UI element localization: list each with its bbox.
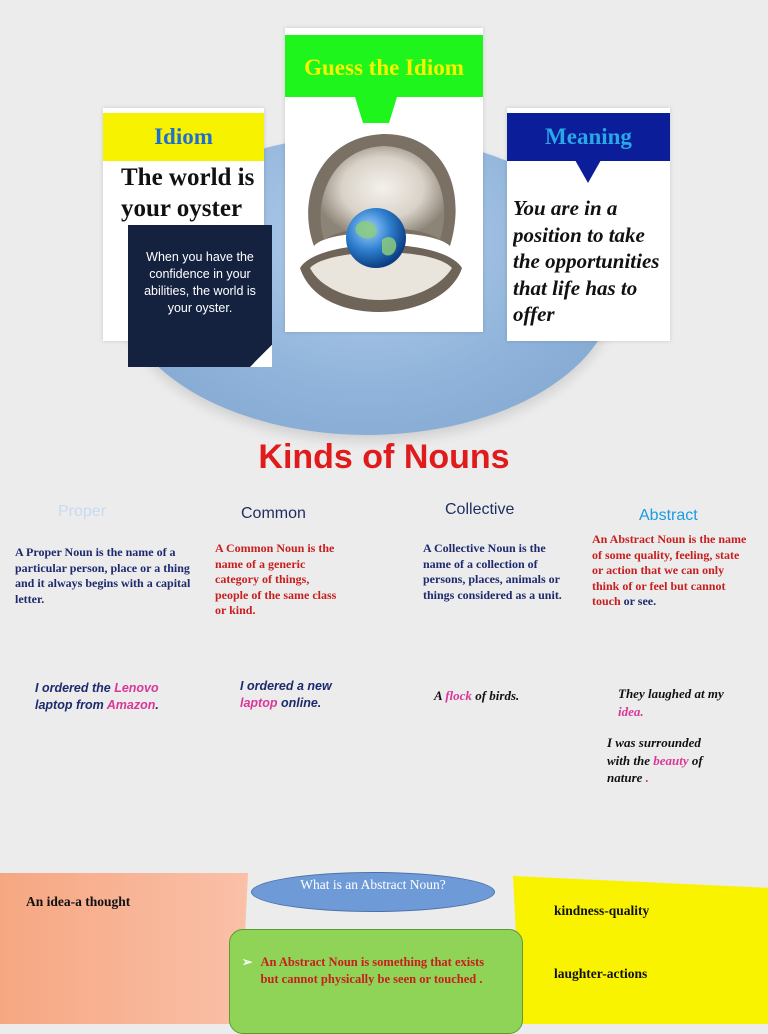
laughter-label: laughter-actions xyxy=(554,966,648,981)
section-title: Kinds of Nouns xyxy=(258,438,510,476)
question-bubble: What is an Abstract Noun? xyxy=(251,872,495,912)
proper-header: Proper xyxy=(58,503,107,520)
meaning-pointer-icon xyxy=(575,160,601,184)
abstract-example-idea: They laughed at my idea. xyxy=(618,686,724,719)
idiom-text: The world is your oyster xyxy=(121,164,255,222)
idea-label: An idea-a thought xyxy=(26,894,131,909)
collective-example: A flock of birds. xyxy=(434,688,520,703)
proper-example: I ordered the Lenovo laptop from Amazon. xyxy=(35,681,159,712)
guess-title: Guess the Idiom xyxy=(285,35,483,97)
meaning-text: You are in a position to take the opportunities that life has to offer xyxy=(513,196,660,327)
abstract-example-beauty: I was surrounded with the beauty of nature . xyxy=(607,735,703,785)
answer-text: An Abstract Noun is something that exists but cannot physically be seen or touched . xyxy=(260,955,485,986)
kindness-label: kindness-quality xyxy=(554,903,650,918)
collective-header: Collective xyxy=(445,501,515,518)
common-header: Common xyxy=(241,505,306,522)
answer-box xyxy=(229,929,523,1034)
meaning-header: Meaning xyxy=(507,113,670,161)
note-fold-corner xyxy=(250,345,272,367)
common-example: I ordered a new laptop online. xyxy=(240,679,332,710)
oyster-globe-image xyxy=(292,128,468,316)
bullet-arrow-icon: ➢ xyxy=(242,955,253,969)
collective-definition: A Collective Noun is the name of a collection of persons, places, animals or things considered as a unit. xyxy=(423,541,562,602)
idiom-header: Idiom xyxy=(103,113,264,161)
common-definition: A Common Noun is the name of a generic category of things, people of the same class or kind. xyxy=(215,541,337,617)
examples-card xyxy=(513,876,768,1024)
explanation-note: When you have the confidence in your abilities, the world is your oyster. xyxy=(128,225,272,367)
abstract-definition: An Abstract Noun is the name of some quality, feeling, state or action that we can only think of or feel but cannot touch or see. xyxy=(592,532,747,608)
abstract-header: Abstract xyxy=(639,507,698,524)
proper-definition: A Proper Noun is the name of a particular person, place or a thing and it always begins with a capital letter. xyxy=(15,545,191,606)
guess-pointer-icon xyxy=(355,97,397,125)
